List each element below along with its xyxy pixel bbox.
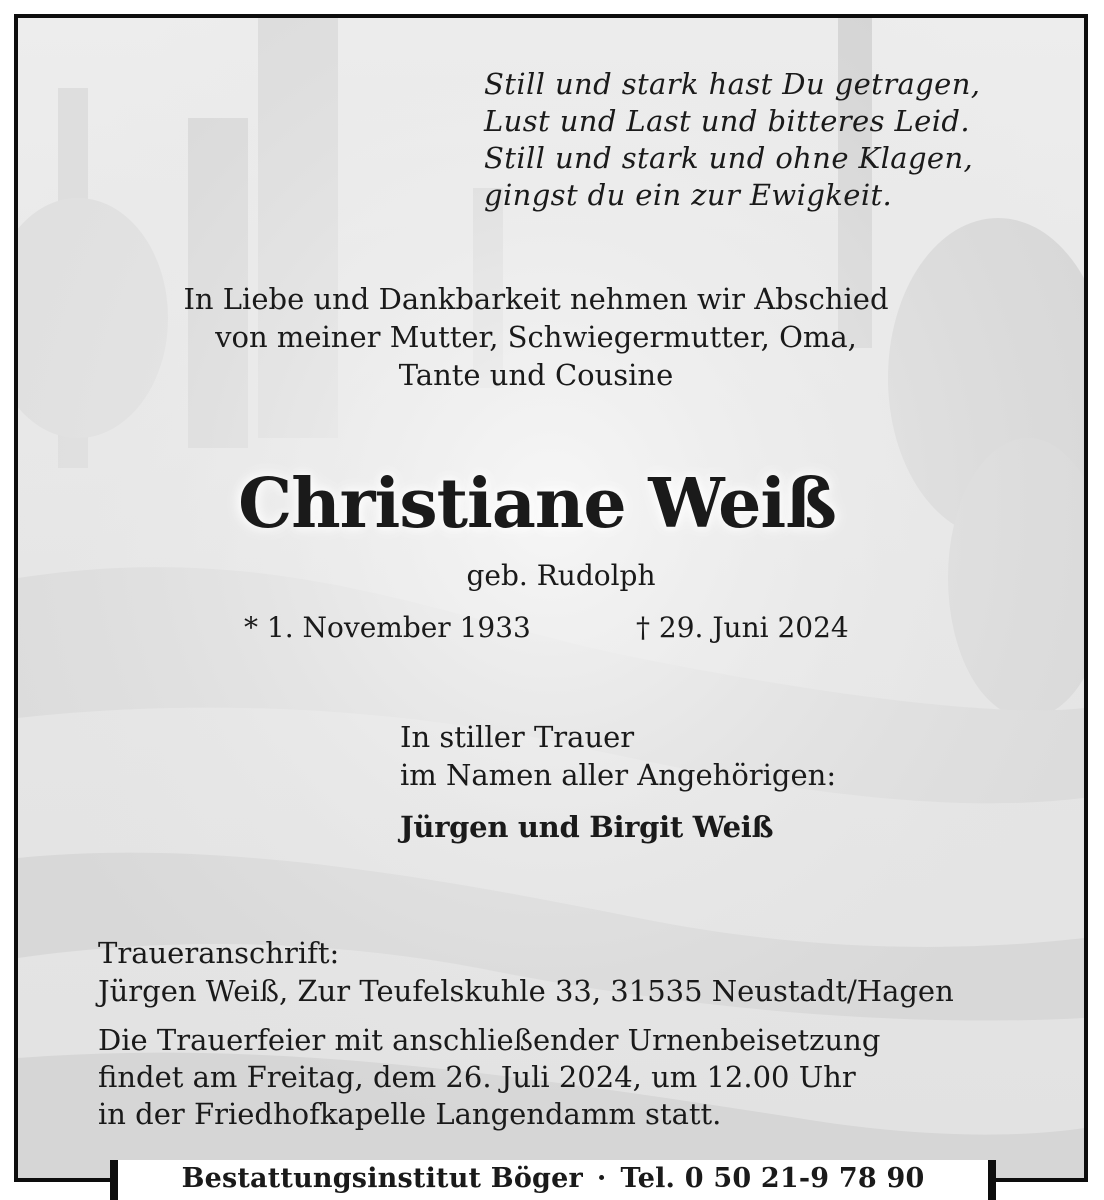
funeral-home-phone: Tel. 0 50 21-9 78 90 [620,1163,925,1194]
obituary-frame [14,14,1088,1182]
funeral-home-name: Bestattungsinstitut Böger [181,1163,583,1194]
intro-line: In Liebe und Dankbarkeit nehmen wir Abschied [183,282,889,316]
farewell-intro [18,280,1084,394]
poem-line: gingst du ein zur Ewigkeit. [484,178,893,212]
footer-separator: · [596,1163,607,1194]
ceremony-details [98,1022,880,1133]
poem-line: Still und stark und ohne Klagen, [484,141,974,175]
intro-line: von meiner Mutter, Schwiegermutter, Oma, [215,320,857,354]
deceased-name: Christiane Weiß [238,464,836,544]
funeral-home-footer [110,1160,996,1200]
address-value: Jürgen Weiß, Zur Teufelskuhle 33, 31535 Neustadt/Hagen [98,974,954,1008]
intro-line: Tante und Cousine [398,358,674,392]
poem-line: Lust und Last und bitteres Leid. [484,104,970,138]
memorial-poem [484,66,980,214]
poem-line: Still und stark hast Du getragen, [484,67,981,101]
ceremony-line: Die Trauerfeier mit anschließender Urnenbeisetzung [98,1023,881,1057]
address-label: Traueranschrift: [98,936,340,970]
mourning-line: im Namen aller Angehörigen: [400,758,837,792]
born-name: geb. Rudolph [466,559,656,592]
ceremony-line: in der Friedhofkapelle Langendamm statt. [98,1097,722,1131]
footer-text [118,1162,988,1196]
death-date: † 29. Juni 2024 [636,611,849,644]
mourning-line: In stiller Trauer [400,720,635,754]
birth-date: * 1. November 1933 [244,611,531,644]
family-signature: Jürgen und Birgit Weiß [400,810,774,844]
mourning-note [400,718,836,794]
ceremony-line: findet am Freitag, dem 26. Juli 2024, um 12.00 Uhr [98,1060,856,1094]
mourning-address [98,934,954,1010]
